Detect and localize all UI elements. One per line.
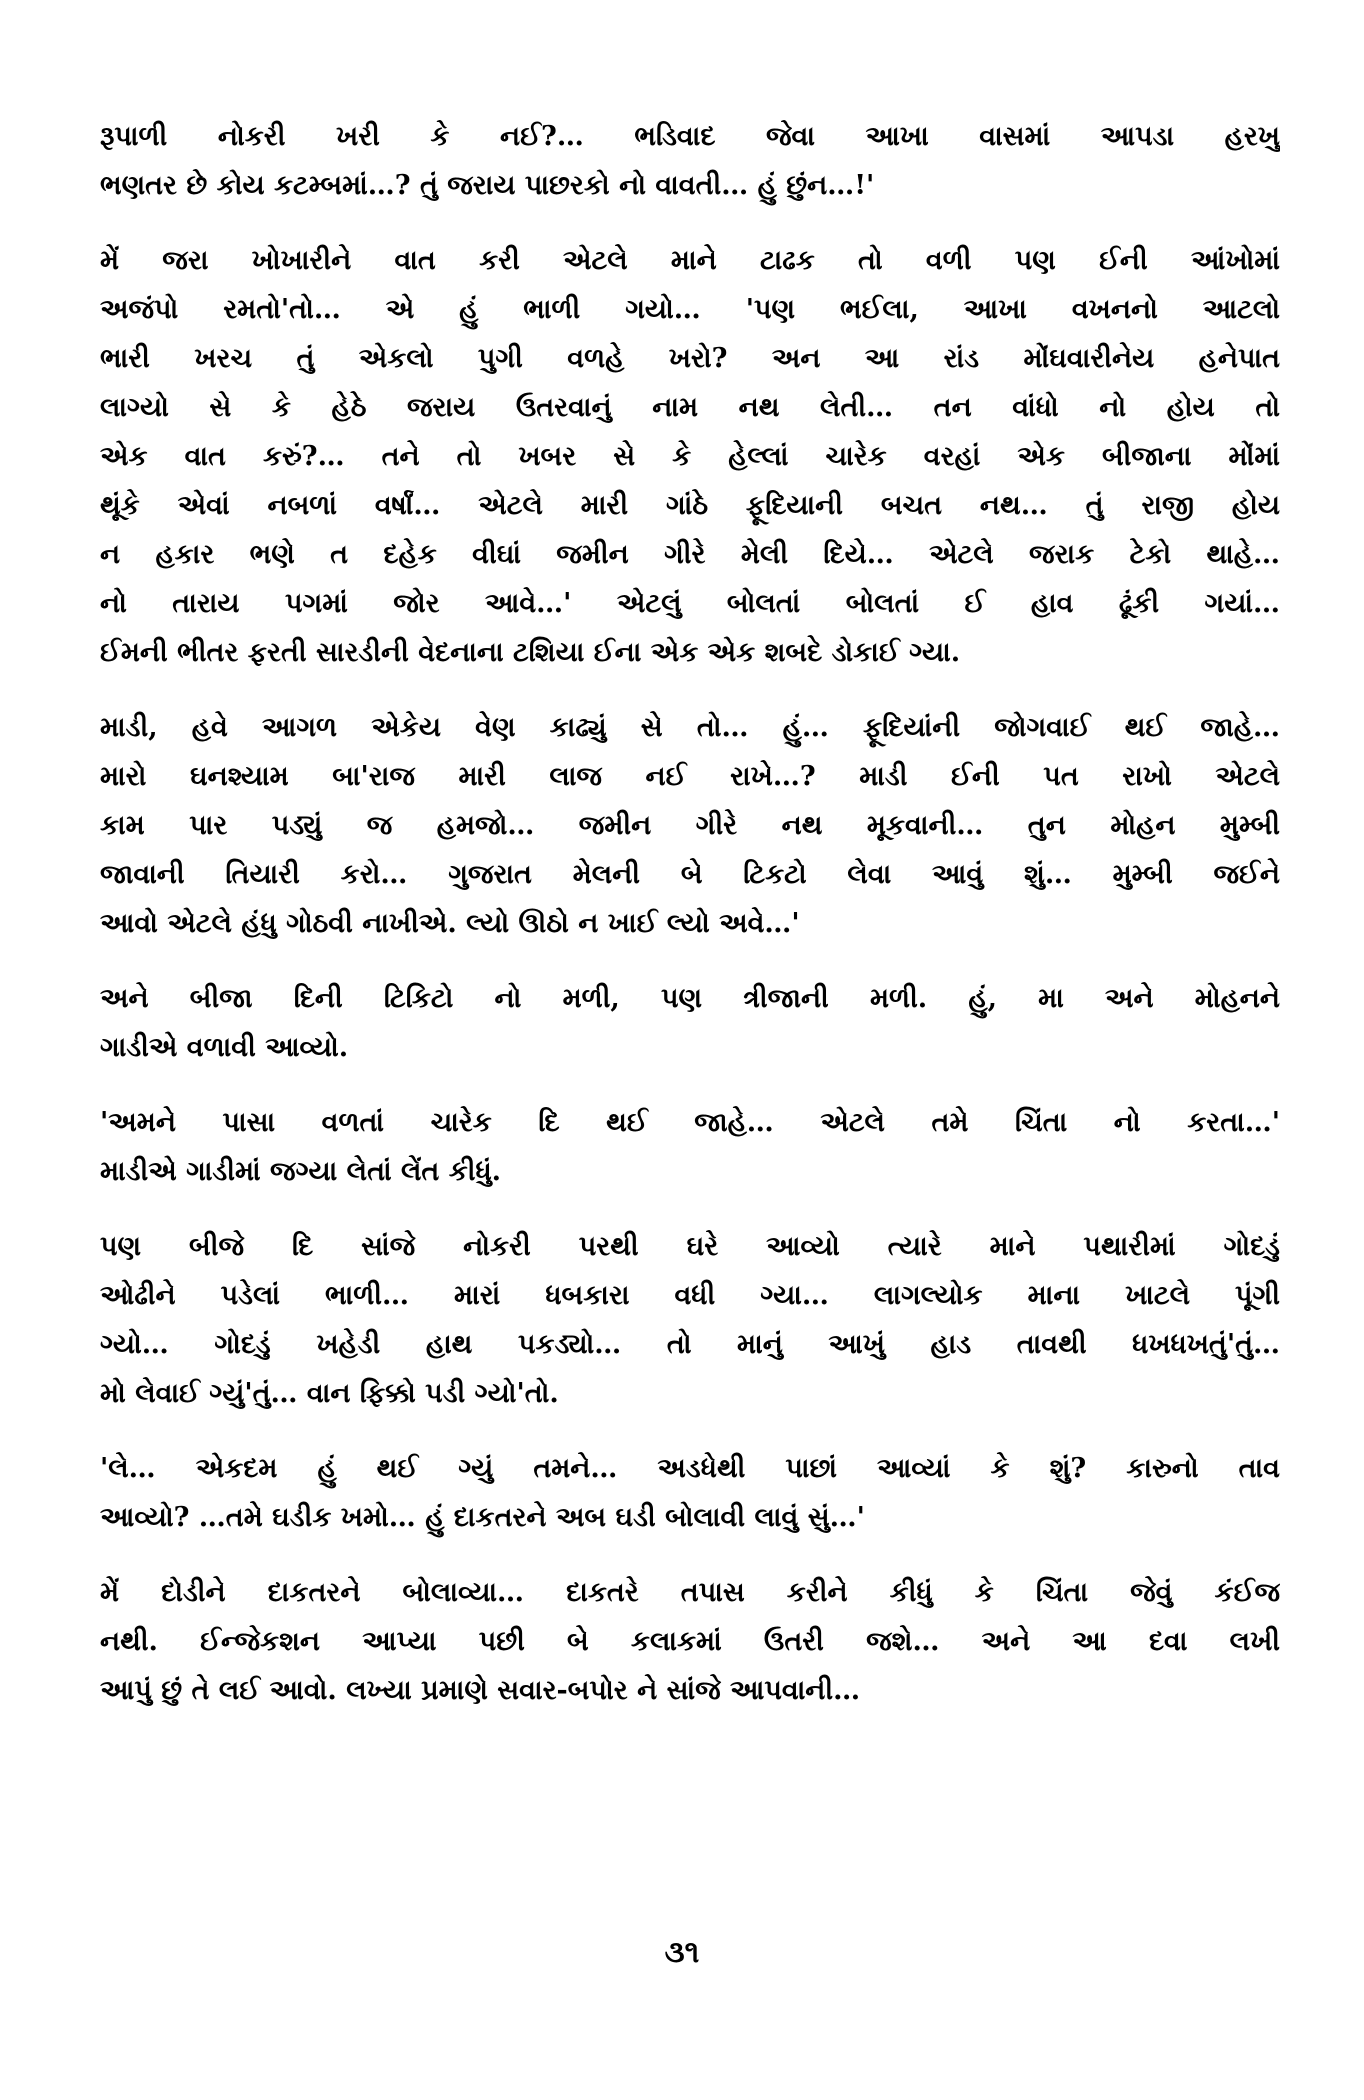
text-line: ગ્યો… ગોદડું ખહેડી હાથ પકડ્યો… તો માનું આખું હાડ તાવથી ધખધખતું'તું…: [100, 1329, 1280, 1360]
text-line: લાગ્યો સે કે હેઠે જરાય ઉતરવાનું નામ નથ લેતી… તન વાંધો નો હોય તો: [100, 392, 1280, 423]
text-line: ઈમની ભીતર ફરતી સારડીની વેદનાના ટશિયા ઈના એક એક શબદે ડોકાઈ ગ્યા.: [100, 637, 961, 668]
text-line: મારો ઘનશ્યામ બા'રાજ મારી લાજ નઈ રાખે…? માડી ઈની પત રાખો એટલે: [100, 761, 1280, 792]
page-number: ૩૧: [664, 1935, 700, 1970]
text-line: આવ્યો? …તમે ઘડીક ખમો… હું દાકતરને અબ ઘડી બોલાવી લાવું સું…': [100, 1502, 865, 1533]
text-line: નથી. ઈન્જેકશન આપ્યા પછી બે કલાકમાં ઉતરી જશે… અને આ દવા લખી: [100, 1626, 1280, 1657]
text-line: ન હકાર ભણે ત દહેક વીઘાં જમીન ગીરે મેલી દિયે… એટલે જરાક ટેકો થાહે…: [100, 539, 1280, 570]
text-line: નો તારાય પગમાં જોર આવે…' એટલું બોલતાં બોલતાં ઈ હાવ ઢૂંકી ગયાં…: [100, 588, 1280, 619]
text-line: ભારી ખરચ તું એકલો પુગી વળહે ખરો? અન આ રાંડ મોંઘવારીનેય હનેપાત: [100, 343, 1280, 374]
text-line: 'લે… એકદમ હું થઈ ગ્યું તમને… અડધેથી પાછાં આવ્યાં કે શું? કારુનો તાવ: [100, 1453, 1280, 1484]
text-line: ભણતર છે કોય કટમ્બમાં…? તું જરાય પાછરકો નો વાવતી… હું છુંન…!': [100, 170, 875, 201]
paragraph: [100, 1444, 1280, 1542]
text-line: પણ બીજે દિ સાંજે નોકરી પરથી ઘરે આવ્યો ત્યારે માને પથારીમાં ગોદડું: [100, 1231, 1280, 1262]
text-line: કામ પાર પડ્યું જ હમજો… જમીન ગીરે નથ મૂકવાની… તુન મોહન મુમ્બી: [100, 810, 1280, 841]
paragraph: [100, 1098, 1280, 1196]
text-line: અને બીજા દિની ટિકિટો નો મળી, પણ ત્રીજાની મળી. હું, મા અને મોહનને: [100, 983, 1280, 1014]
text-line: જાવાની તિયારી કરો… ગુજરાત મેલની બે ટિકટો લેવા આવું શું… મુમ્બી જઈને: [100, 859, 1280, 890]
paragraph: [100, 974, 1280, 1072]
paragraph: [100, 236, 1280, 677]
text-line: ગાડીએ વળાવી આવ્યો.: [100, 1032, 349, 1063]
text-line: આપું છું તે લઈ આવો. લખ્યા પ્રમાણે સવાર-બપોર ને સાંજે આપવાની…: [100, 1675, 861, 1706]
paragraph: [100, 703, 1280, 948]
text-line: રૂપાળી નોકરી ખરી કે નઈ?… ભડિવાદ જેવા આખા વાસમાં આપડા હરખુ: [100, 121, 1280, 152]
text-line: મેં જરા ખોખારીને વાત કરી એટલે માને ટાઢક તો વળી પણ ઈની આંખોમાં: [100, 245, 1280, 276]
text-line: અજંપો રમતો'તો… એ હું ભાળી ગયો… 'પણ ભઈલા, આખા વખનનો આટલો: [100, 294, 1280, 325]
text-line: માડીએ ગાડીમાં જગ્યા લેતાં લેંત કીધું.: [100, 1156, 502, 1187]
text-line: આવો એટલે હંધુ ગોઠવી નાખીએ. લ્યો ઊઠો ન ખાઈ લ્યો અવે…': [100, 908, 800, 939]
text-line: 'અમને પાસા વળતાં ચારેક દિ થઈ જાહે… એટલે તમે ચિંતા નો કરતા…': [100, 1107, 1280, 1138]
text-line: ઓઢીને પડેલાં ભાળી… મારાં ધબકારા વધી ગ્યા… લાગલ્યોક માના ખાટલે પૂંગી: [100, 1280, 1280, 1311]
paragraph: [100, 1568, 1280, 1715]
text-line: એક વાત કરું?… તને તો ખબર સે કે હેલ્લાં ચારેક વરહાં એક બીજાના મોંમાં: [100, 441, 1280, 472]
page-text: [100, 112, 1280, 1741]
text-line: થૂંકે એવાં નબળાં વર્ષાં… એટલે મારી ગાંઠે ફૂદિયાની બચત નથ… તું રાજી હોય: [100, 490, 1280, 521]
paragraph: [100, 1222, 1280, 1418]
paragraph: [100, 112, 1280, 210]
text-line: માડી, હવે આગળ એકેય વેણ કાઢ્યું સે તો… હું… ફૂદિયાંની જોગવાઈ થઈ જાહે…: [100, 712, 1280, 743]
text-line: મેં દોડીને દાકતરને બોલાવ્યા… દાકતરે તપાસ કરીને કીધું કે ચિંતા જેવું કંઈજ: [100, 1577, 1280, 1608]
text-line: મો લેવાઈ ગ્યું'તું… વાન ફિક્કો પડી ગ્યો'તો.: [100, 1378, 559, 1409]
